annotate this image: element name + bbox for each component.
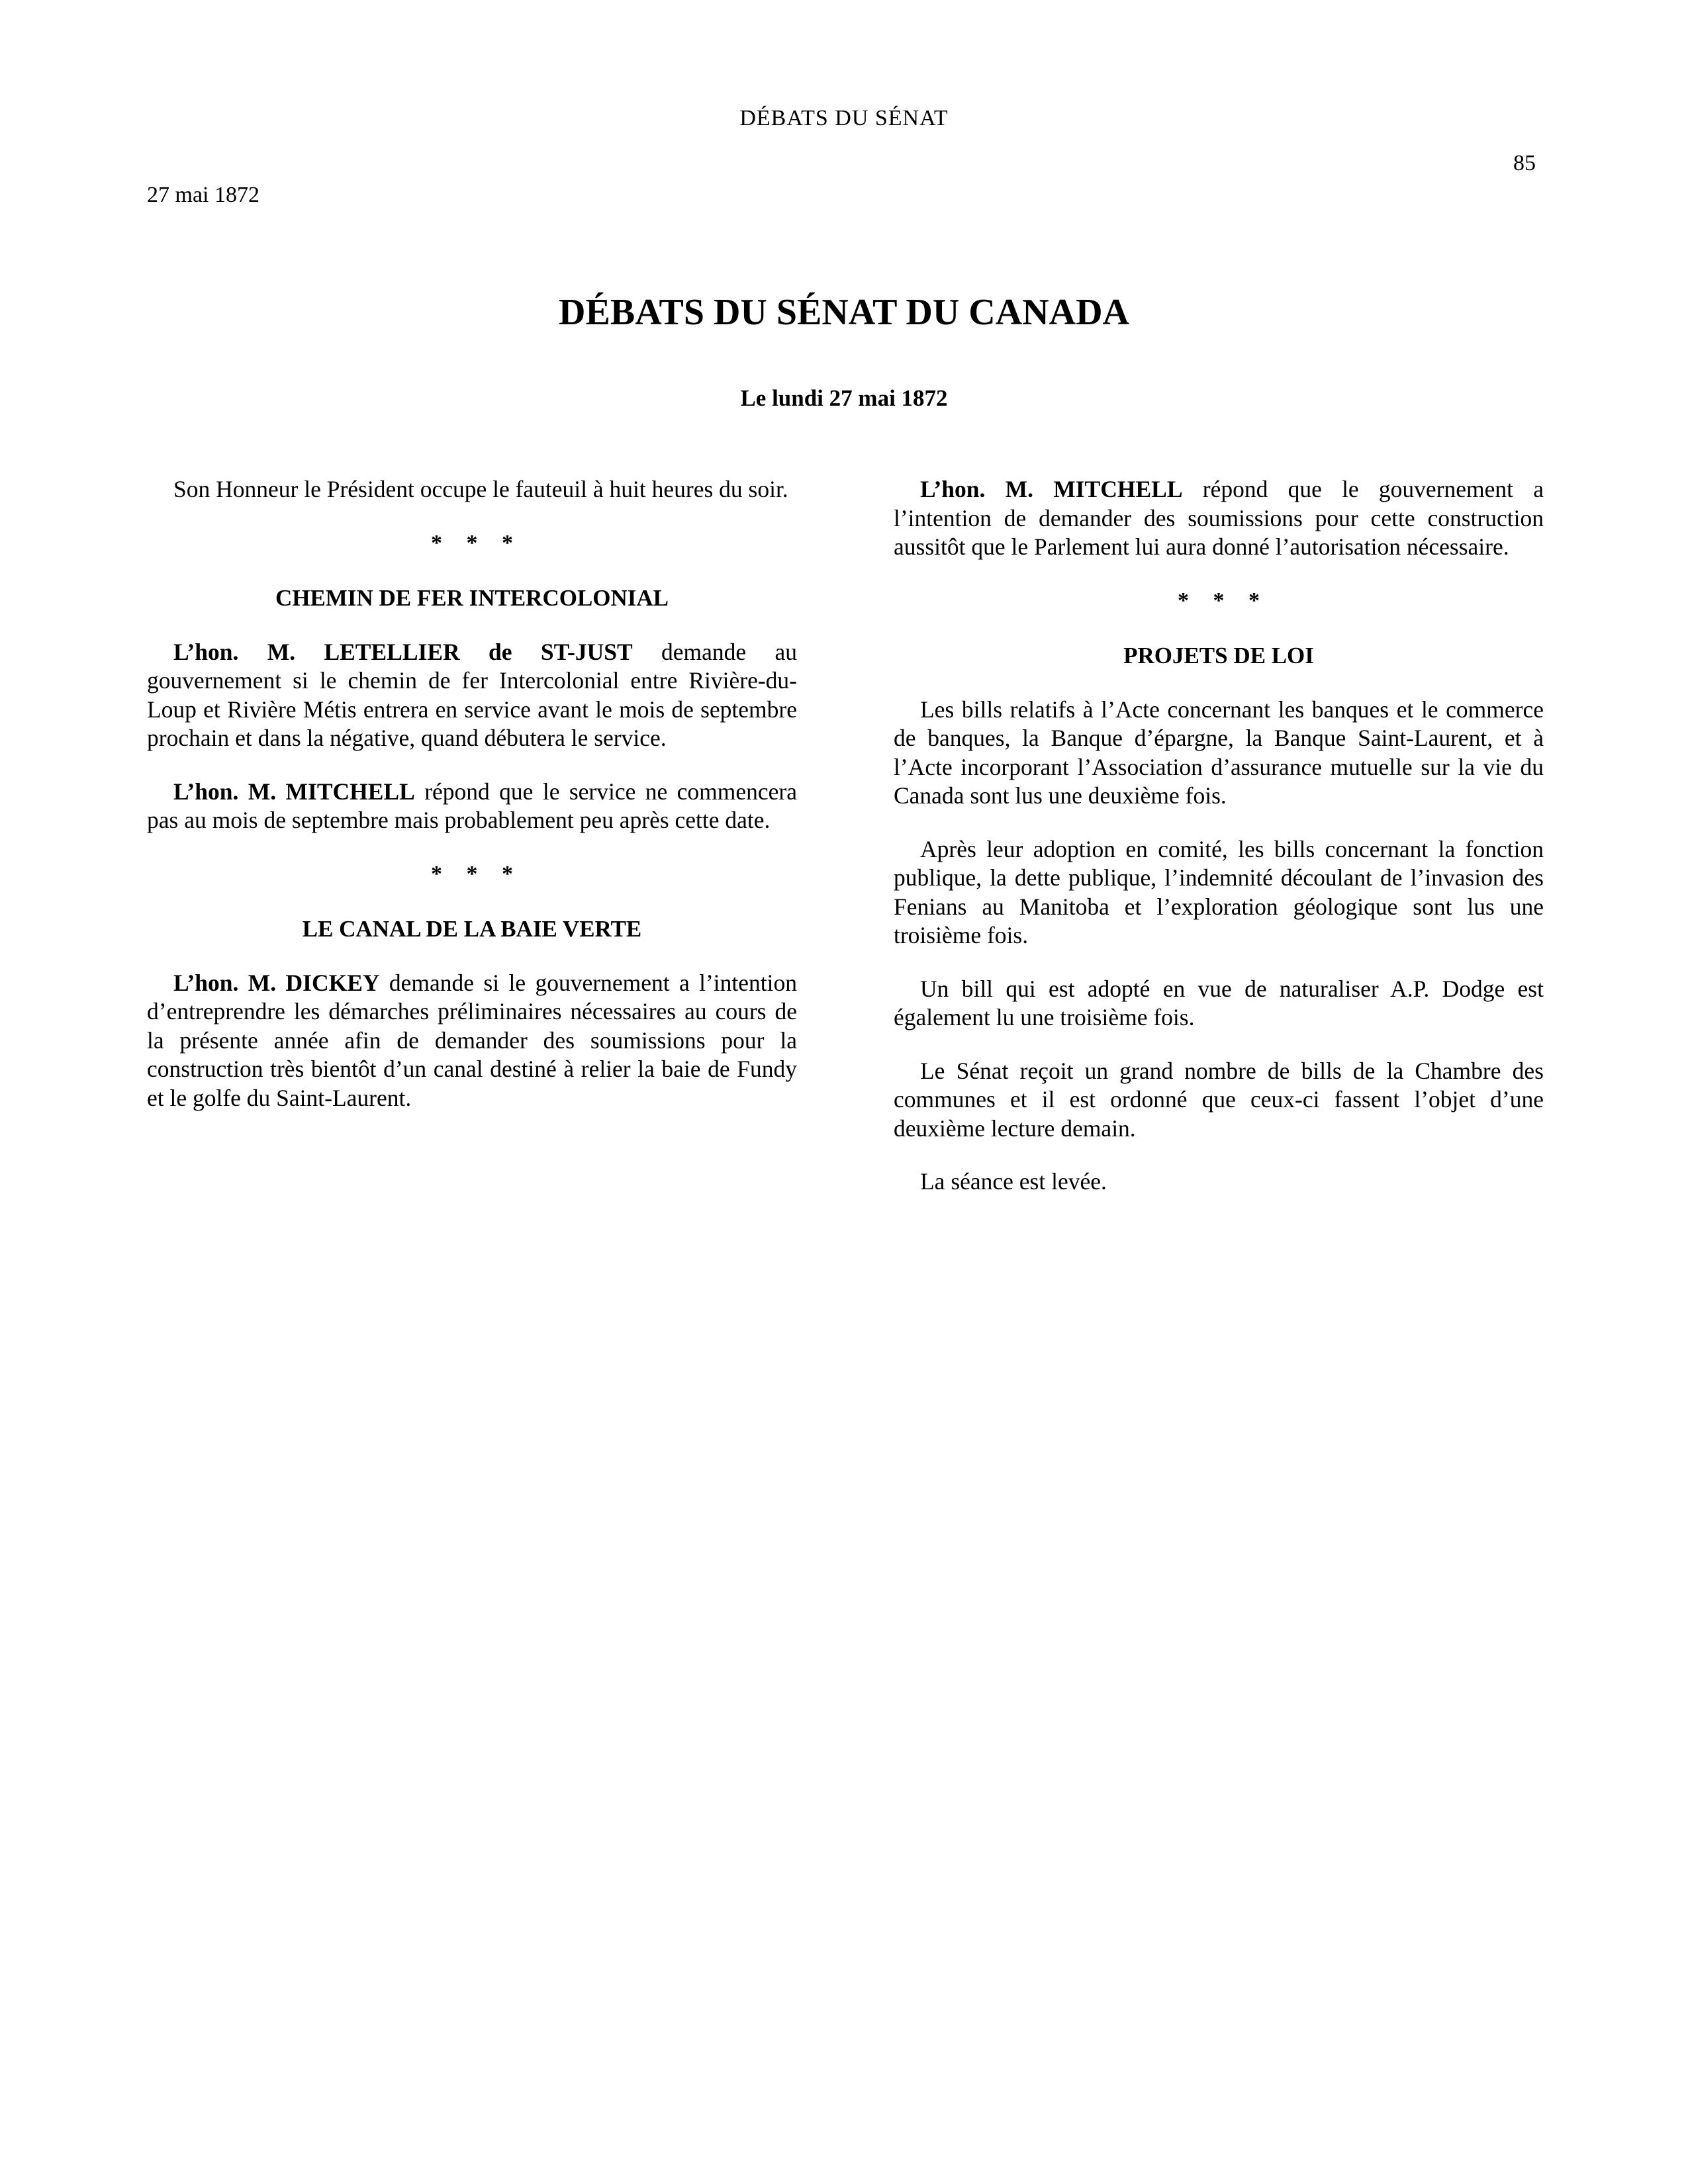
left-column (147, 475, 797, 1137)
body-paragraph: Le Sénat reçoit un grand nombre de bills de la Chambre des communes et il est ordonné que ceux-ci fassent l’objet d’une deuxième lecture demain. (894, 1057, 1544, 1142)
statement-paragraph (147, 778, 797, 835)
section-heading-intercolonial: CHEMIN DE FER INTERCOLONIAL (275, 585, 669, 611)
running-head: DÉBATS DU SÉNAT (739, 106, 949, 130)
page-number: 85 (1513, 151, 1536, 175)
section-separator: * * * (431, 530, 522, 555)
speaker-name: L’hon. M. MITCHELL (173, 778, 415, 805)
page-date: 27 mai 1872 (147, 183, 259, 207)
section-separator: * * * (431, 861, 522, 886)
statement-text: demande au gouvernement si le chemin de fer Intercolonial entre Rivière-du-Loup et Rivière Métis entrera en service avant le mois de septembre prochain et dans la négative, quand débutera le service. (147, 638, 798, 751)
page-title: DÉBATS DU SÉNAT DU CANADA (559, 292, 1129, 333)
body-paragraph: Après leur adoption en comité, les bills concernant la fonction publique, la dette publique, l’indemnité découlant de l’invasion des Fenians au Manitoba et l’exploration géologique sont lus une troisième fois. (894, 835, 1544, 948)
statement-text: répond que le gouvernement a l’intention de demander des soumissions pour cette construction aussitôt que le Parlement lui aura donné l’autorisation nécessaire. (894, 476, 1544, 560)
body-paragraph: Les bills relatifs à l’Acte concernant les banques et le commerce de banques, la Banque d’épargne, la Banque Saint-Laurent, et à l’Acte incorporant l’Association d’assurance mutuelle sur la vie du Canada sont lus une deuxième fois. (894, 696, 1544, 809)
section-heading-projets-de-loi: PROJETS DE LOI (1123, 643, 1314, 668)
section-heading-baie-verte: LE CANAL DE LA BAIE VERTE (302, 916, 642, 942)
speaker-name: L’hon. M. MITCHELL (920, 476, 1183, 502)
statement-text: demande si le gouvernement a l’intention d’entreprendre les démarches préliminaires nécessaires au cours de la présente année afin de demander des soumissions pour la construction très bientôt d’un canal destiné à relier la baie de Fundy et le golfe du Saint-Laurent. (147, 969, 797, 1111)
speaker-name: L’hon. M. LETELLIER de ST-JUST (173, 638, 633, 665)
section-separator: * * * (1178, 588, 1269, 613)
body-paragraph: Un bill qui est adopté en vue de naturaliser A.P. Dodge est également lu une troisième fois. (894, 975, 1544, 1030)
closing-paragraph: La séance est levée. (920, 1168, 1107, 1195)
statement-paragraph (147, 638, 797, 753)
speaker-name: L’hon. M. DICKEY (173, 969, 380, 996)
opening-paragraph: Son Honneur le Président occupe le fauteuil à huit heures du soir. (173, 476, 788, 502)
sitting-date: Le lundi 27 mai 1872 (740, 385, 948, 411)
statement-paragraph (147, 969, 797, 1113)
right-column (894, 475, 1544, 1221)
statement-text: répond que le service ne commencera pas au mois de septembre mais probablement peu après cette date. (147, 778, 797, 833)
statement-paragraph (894, 475, 1544, 562)
